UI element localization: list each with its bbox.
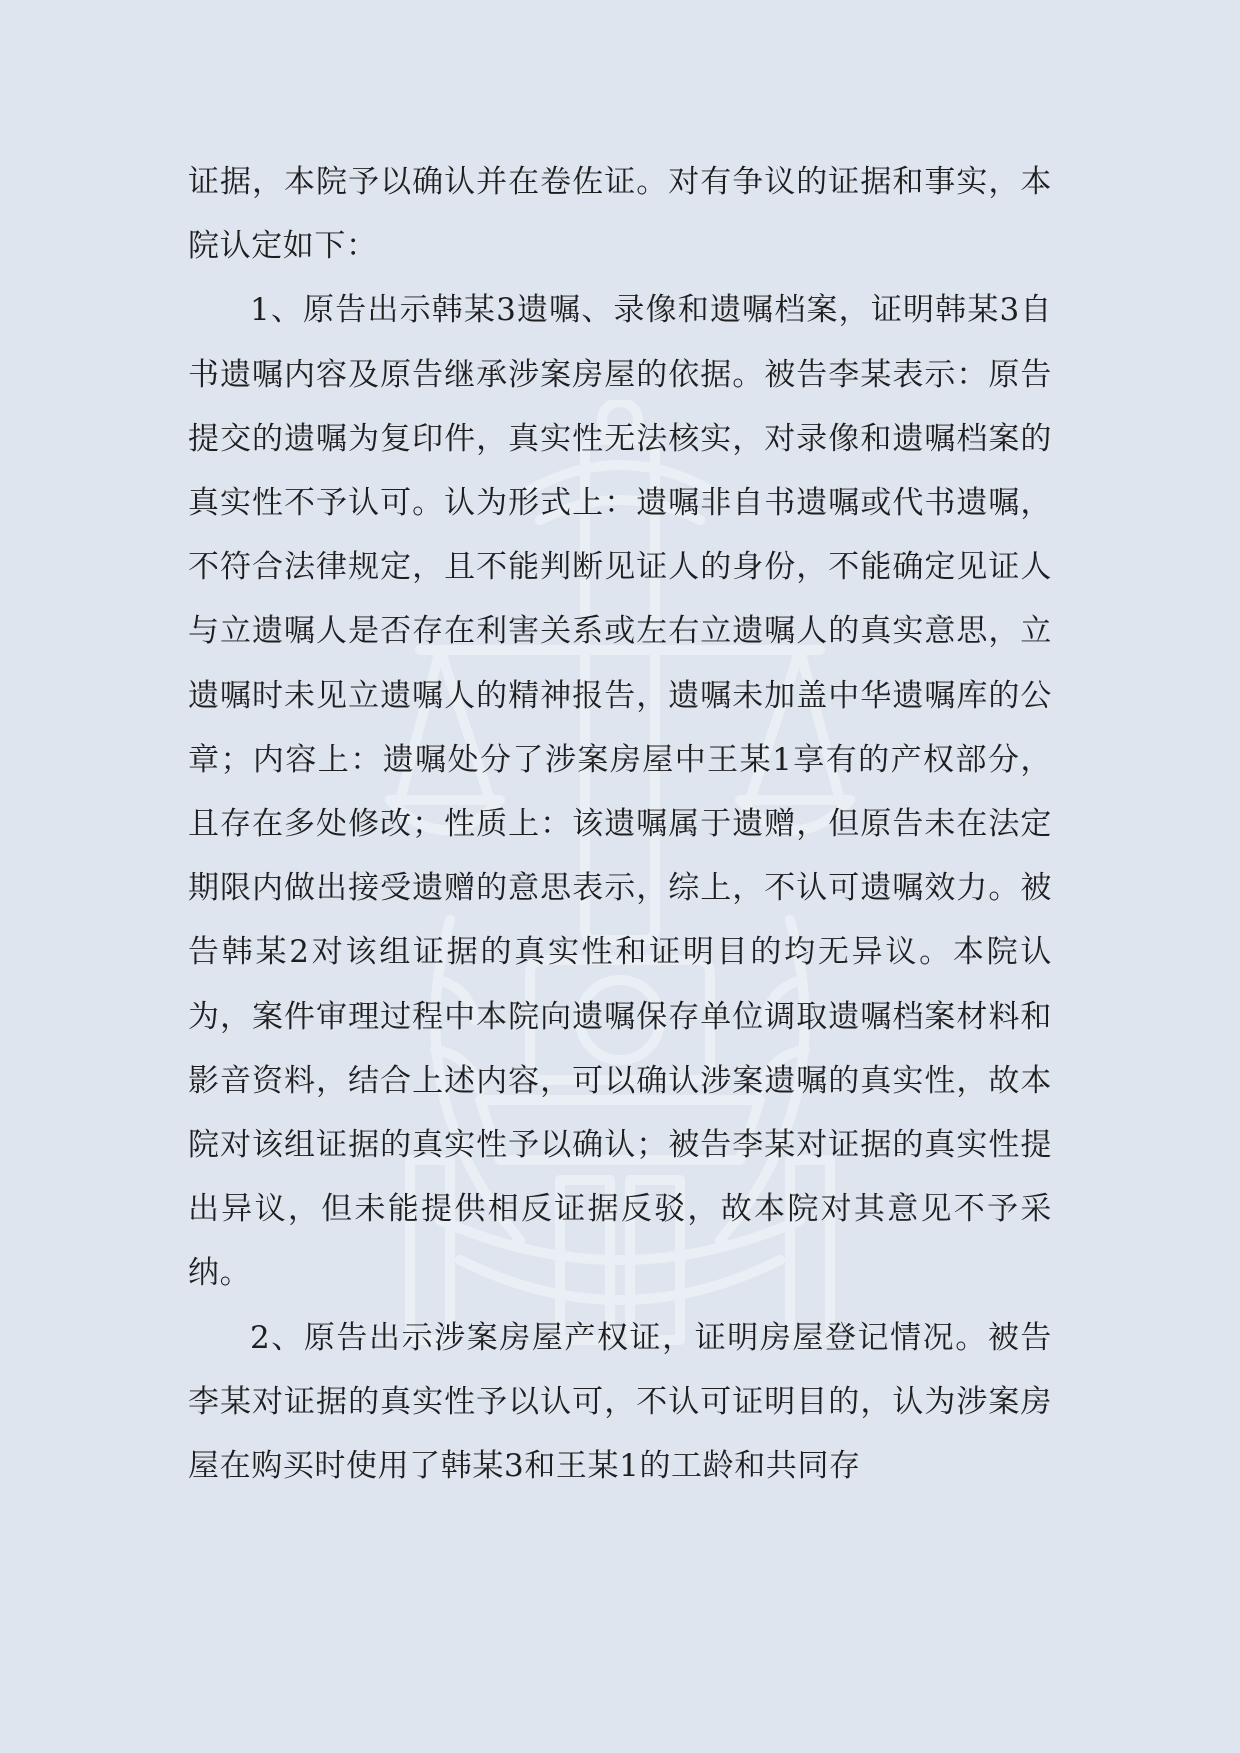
paragraph-evidence-2: 2、原告出示涉案房屋产权证，证明房屋登记情况。被告李某对证据的真实性予以认可，不认可证明目的，认为涉案房屋在购买时使用了韩某3和王某1的工龄和共同存 [188, 1319, 1052, 1485]
paragraph-continuation: 证据，本院予以确认并在卷佐证。对有争议的证据和事实，本院认定如下： [188, 164, 1052, 265]
document-body [188, 150, 1052, 1498]
paragraph-evidence-1: 1、原告出示韩某3遗嘱、录像和遗嘱档案，证明韩某3自书遗嘱内容及原告继承涉案房屋的依据。被告李某表示：原告提交的遗嘱为复印件，真实性无法核实，对录像和遗嘱档案的真实性不予认可。认为形式上：遗嘱非自书遗嘱或代书遗嘱，不符合法律规定，且不能判断见证人的身份，不能确定见证人与立遗嘱人是否存在利害关系或左右立遗嘱人的真实意思，立遗嘱时未见立遗嘱人的精神报告，遗嘱未加盖中华遗嘱库的公章；内容上：遗嘱处分了涉案房屋中王某1享有的产权部分，且存在多处修改；性质上：该遗嘱属于遗赠，但原告未在法定期限内做出接受遗赠的意思表示，综上，不认可遗嘱效力。被告韩某2对该组证据的真实性和证明目的均无异议。本院认为，案件审理过程中本院向遗嘱保存单位调取遗嘱档案材料和影音资料，结合上述内容，可以确认涉案遗嘱的真实性，故本院对该组证据的真实性予以确认；被告李某对证据的真实性提出异议，但未能提供相反证据反驳，故本院对其意见不予采纳。 [188, 292, 1052, 1292]
